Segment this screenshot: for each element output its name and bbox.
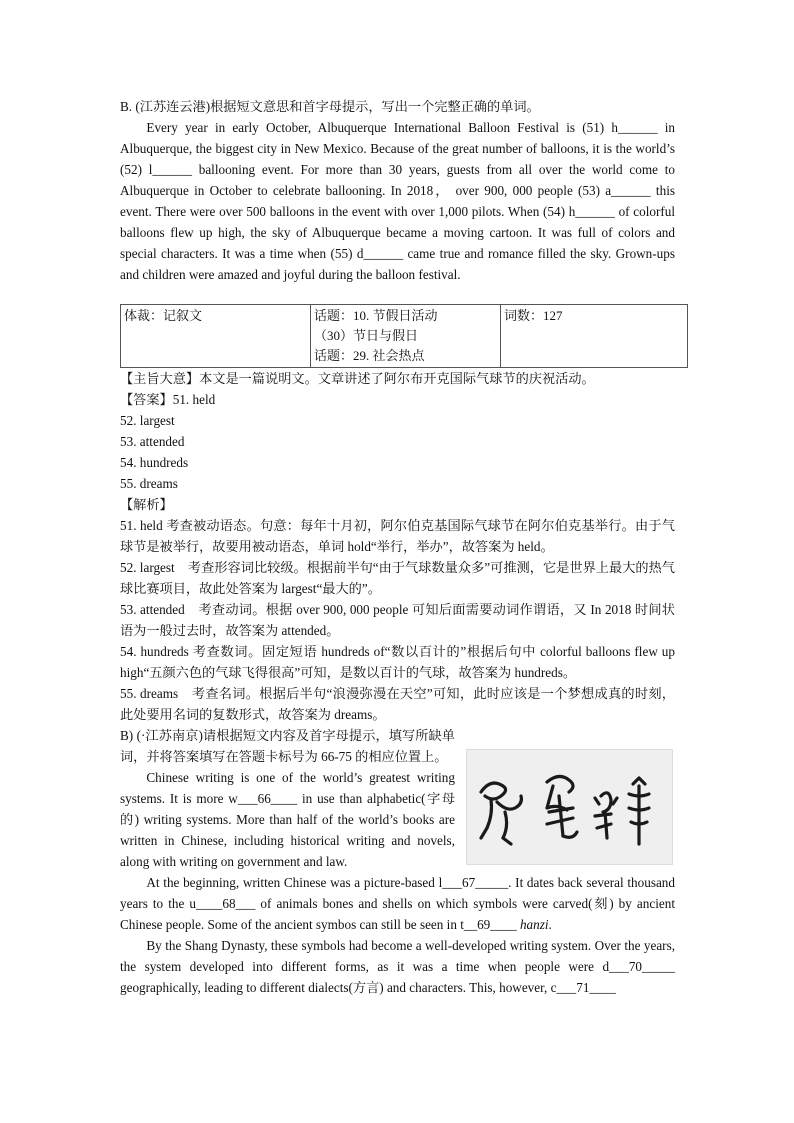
analysis-52: 52. largest 考查形容词比较级。根据前半句“由于气球数量众多”可推测，它是世界上最大的热气球比赛项目，故此处答案为 largest“最大的”。 bbox=[120, 560, 675, 596]
main-idea: 【主旨大意】本文是一篇说明文。文章讲述了阿尔布开克国际气球节的庆祝活动。 bbox=[120, 371, 595, 386]
genre-text: 体裁：记叙文 bbox=[124, 308, 203, 323]
passage-b2 bbox=[120, 725, 675, 998]
answer-53: 53. attended bbox=[120, 434, 185, 449]
passage-b2-para1: Chinese writing is one of the world’s greatest writing systems. It is more w___66____ in use than alphabetic(字母的) writing systems. More than half of the world’s books are written in Chinese, including historical writing and novels, along with writing on government and law. bbox=[120, 770, 455, 869]
passage-b2-para2-post: . bbox=[548, 917, 552, 932]
oracle-bone-glyphs-icon bbox=[467, 750, 672, 864]
meta-table bbox=[120, 304, 688, 368]
topic-line-1: 话题：10. 节假日活动 bbox=[314, 308, 438, 323]
oracle-bone-script-image bbox=[466, 749, 673, 865]
analysis-53: 53. attended 考查动词。根据 over 900, 000 people 可知后面需要动词作谓语，又 In 2018 时间状语为一般过去时，故答案为 attended。 bbox=[120, 602, 675, 638]
genre-cell bbox=[121, 305, 311, 368]
analysis-54: 54. hundreds 考查数词。固定短语 hundreds of“数以百计的”根据后句中 colorful balloons flew up high“五颜六色的气球飞得很高”可知，是数以百计的气球，故答案为 hundreds。 bbox=[120, 644, 675, 680]
analysis-51: 51. held 考查被动语态。句意：每年十月初，阿尔伯克基国际气球节在阿尔伯克基举行。由于气球节是被举行，故要用被动语态，单词 hold“举行，举办”，故答案为 held。 bbox=[120, 518, 675, 554]
passage-b1-text: Every year in early October, Albuquerque International Balloon Festival is (51) h______ in Albuquerque, the biggest city in New Mexico. Because of the great number of balloons, it is the world’s (52) l______ ballooning event. For more than 30 years, guests from all over the world come to Albuquerque in October to celebrate ballooning. In 2018， over 900, 000 people (53) a______ this event. There were over 500 balloons in the event with over 1,000 pilots. When (54) h______ of colorful balloons flew up high, the sky of Albuquerque became a moving cartoon. It was full of colors and special characters. It was a time when (55) d______ came true and romance filled the sky. Grown-ups and children were amazed and joyful during the balloon festival. bbox=[120, 120, 675, 282]
hanzi-word: hanzi bbox=[519, 917, 549, 932]
topic-cell bbox=[311, 305, 501, 368]
analysis-label: 【解析】 bbox=[120, 497, 173, 512]
worksheet-page bbox=[120, 96, 675, 998]
word-count-text: 词数：127 bbox=[504, 308, 563, 323]
passage-b2-para3: By the Shang Dynasty, these symbols had become a well-developed writing system. Over the years, the system developed into different forms, as it was a time when people were d___70_____ geographically, leading to different dialects(方言) and characters. This, however, c___71____ bbox=[120, 938, 675, 995]
answer-52: 52. largest bbox=[120, 413, 175, 428]
passage-b2-left-column bbox=[120, 725, 455, 872]
answer-54: 54. hundreds bbox=[120, 455, 189, 470]
passage-b1-heading: B. (江苏连云港)根据短文意思和首字母提示，写出一个完整正确的单词。 bbox=[120, 99, 540, 114]
answer-55: 55. dreams bbox=[120, 476, 178, 491]
topic-line-3: 话题：29. 社会热点 bbox=[314, 348, 425, 363]
analysis-55: 55. dreams 考查名词。根据后半句“浪漫弥漫在天空”可知，此时应该是一个梦想成真的时刻，此处要用名词的复数形式，故答案为 dreams。 bbox=[120, 686, 675, 722]
passage-b2-para2-pre: At the beginning, written Chinese was a picture-based l___67_____. It dates back several thousand years to the u____68___ of animals bones and shells on which symbols were carved(刻) by ancient Chinese people. Some of the ancient symbos can still be seen in t__69____ bbox=[120, 875, 675, 932]
passage-b2-para2 bbox=[120, 872, 675, 935]
topic-line-2: （30）节日与假日 bbox=[314, 328, 419, 343]
word-count-cell bbox=[501, 305, 688, 368]
passage-b2-heading: B) (·江苏南京)请根据短文内容及首字母提示，填写所缺单词，并将答案填写在答题卡标号为 66-75 的相应位置上。 bbox=[120, 728, 455, 764]
answer-label: 【答案】51. held bbox=[120, 392, 216, 407]
